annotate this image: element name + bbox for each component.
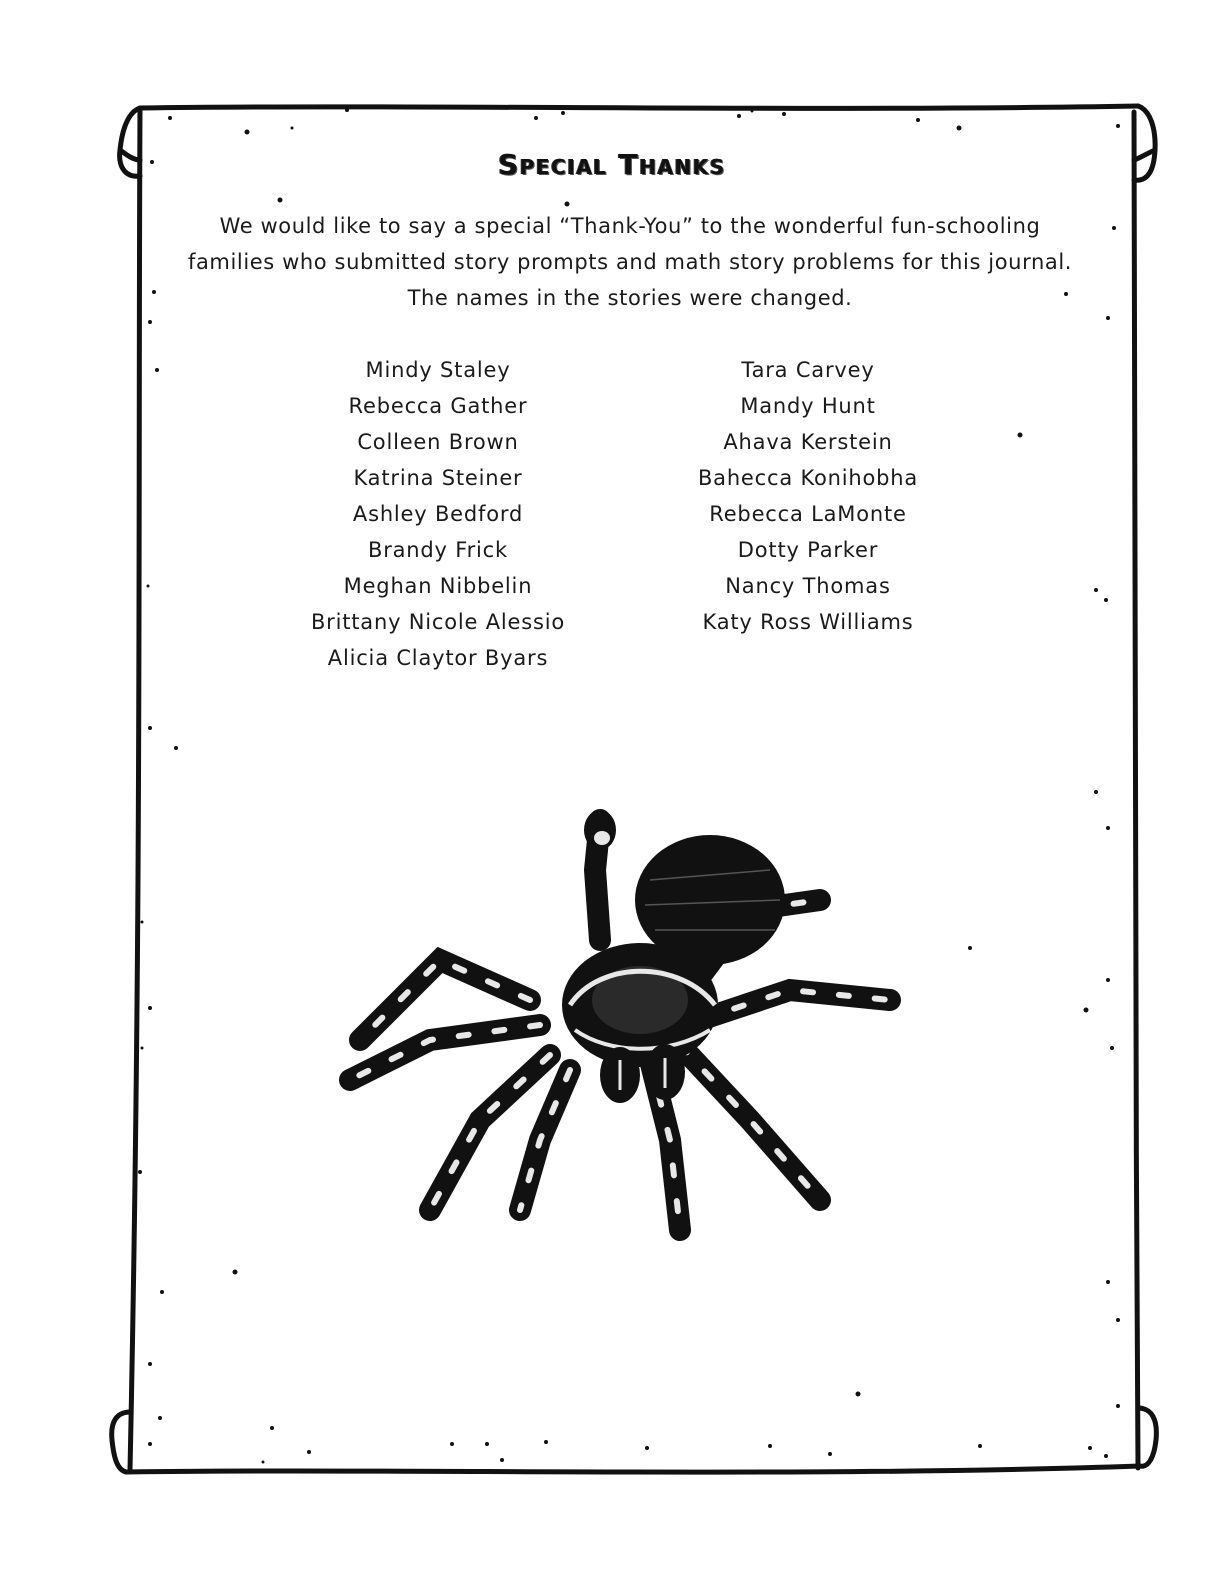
- contributor-name: Ashley Bedford: [352, 502, 524, 526]
- names-list-right: [648, 352, 968, 640]
- contributor-name: Rebecca LaMonte: [709, 502, 907, 526]
- names-list-left: [278, 352, 598, 676]
- contributor-name: Tara Carvey: [741, 358, 875, 382]
- contributor-name: Bahecca Konihobha: [697, 466, 919, 490]
- contributor-name: Alicia Claytor Byars: [327, 646, 549, 670]
- intro-line: families who submitted story prompts and math story problems for this journal.: [187, 250, 1073, 274]
- tarantula-illustration: [320, 790, 920, 1260]
- contributor-name: Colleen Brown: [357, 430, 519, 454]
- contributor-name: Meghan Nibbelin: [343, 574, 533, 598]
- contributor-name: Brandy Frick: [368, 538, 508, 562]
- intro-line: The names in the stories were changed.: [407, 286, 853, 310]
- intro-paragraph: [180, 208, 1080, 316]
- contributor-name: Mandy Hunt: [740, 394, 876, 418]
- contributor-name: Brittany Nicole Alessio: [310, 610, 566, 634]
- contributor-name: Nancy Thomas: [725, 574, 891, 598]
- contributor-name: Ahava Kerstein: [723, 430, 893, 454]
- contributor-name: Rebecca Gather: [348, 394, 528, 418]
- contributor-name: Dotty Parker: [737, 538, 879, 562]
- contributor-name: Katrina Steiner: [353, 466, 523, 490]
- intro-line: We would like to say a special “Thank-You” to the wonderful fun-schooling: [219, 214, 1041, 238]
- contributor-name: Mindy Staley: [365, 358, 511, 382]
- contributor-name: Katy Ross Williams: [702, 610, 914, 634]
- page-title: Special Thanks: [498, 148, 726, 181]
